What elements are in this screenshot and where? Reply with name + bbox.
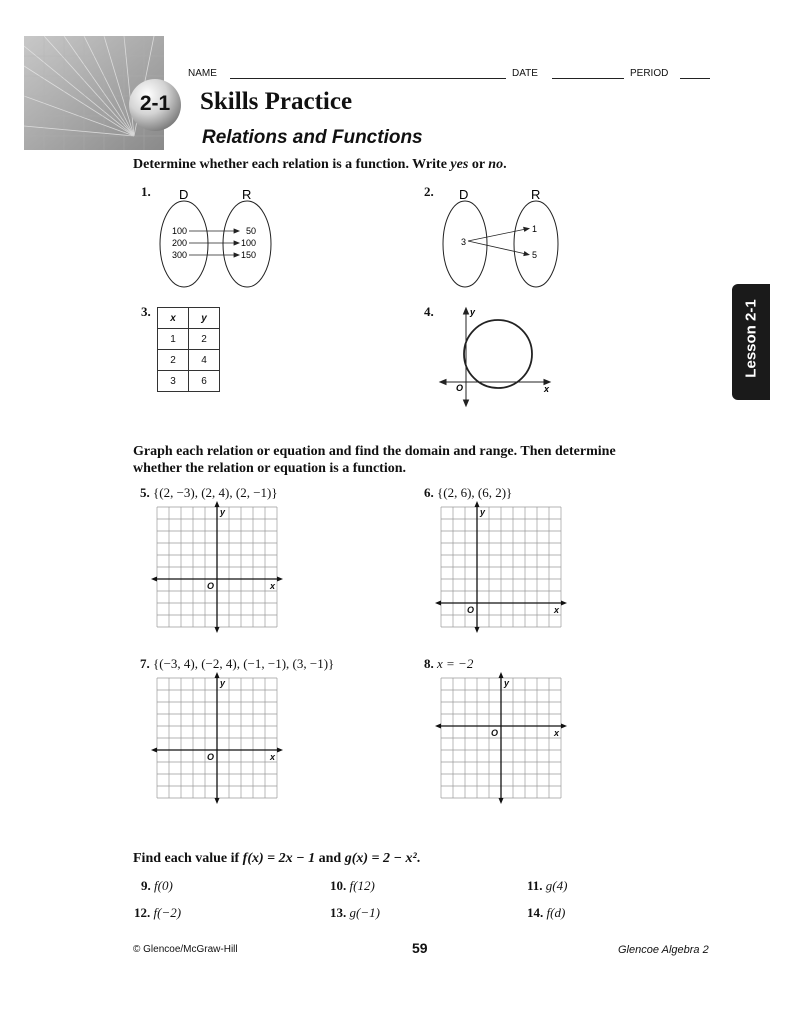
arrowhead [475, 627, 480, 633]
arrowhead [234, 253, 239, 257]
instruction-text: Determine whether each relation is a function. Write [133, 157, 451, 172]
arrowhead [475, 501, 480, 507]
circle-graph [438, 304, 558, 408]
instruction-line: whether the relation or equation is a function. [133, 461, 407, 476]
range-oval [514, 201, 558, 287]
evaluate-item [527, 905, 565, 921]
origin-label: O [207, 752, 215, 762]
arrowhead [215, 798, 220, 804]
problem-6 [424, 485, 512, 501]
problem-number: 8. [424, 656, 434, 671]
arrowhead [561, 601, 567, 606]
arrowhead [215, 672, 220, 678]
domain-label: D [459, 187, 469, 202]
page-title: Skills Practice [200, 88, 353, 115]
period-field[interactable] [680, 78, 710, 79]
expression: f(−2) [153, 905, 182, 920]
range-value: 150 [241, 250, 257, 260]
expression: g(4) [545, 878, 568, 893]
arrowhead [464, 308, 469, 314]
period-label: PERIOD [630, 68, 669, 79]
grid-svg [151, 501, 283, 633]
relation-circle [464, 320, 532, 388]
range-value: 50 [246, 226, 257, 236]
origin-label: O [456, 383, 464, 393]
arrowhead [524, 227, 529, 231]
lesson-badge [128, 78, 182, 132]
table-cell: 2 [158, 350, 189, 371]
mapping-diagram-1 [150, 184, 290, 294]
problem-number: 6. [424, 485, 434, 500]
range-label: R [531, 187, 541, 202]
function-g: g(x) = 2 − x² [344, 851, 417, 866]
domain-label: D [179, 187, 189, 202]
problem-number: 2. [424, 184, 434, 199]
evaluate-item [330, 905, 380, 921]
expression: f(d) [546, 905, 566, 920]
domain-value: 300 [172, 250, 188, 260]
instruction-yes: yes [450, 157, 469, 172]
x-axis-label: x [554, 605, 560, 615]
arrowhead [499, 672, 504, 678]
range-value: 5 [532, 250, 538, 260]
date-label: DATE [512, 68, 538, 79]
range-label: R [242, 187, 252, 202]
range-value: 100 [241, 238, 257, 248]
problem-number: 12. [134, 905, 151, 920]
problem-5 [140, 485, 278, 501]
arrowhead [524, 252, 529, 256]
expression: f(0) [154, 878, 173, 893]
arrowhead [215, 627, 220, 633]
grid-svg [151, 672, 283, 804]
instruction-and: and [315, 851, 345, 866]
domain-value: 3 [461, 237, 467, 247]
arrowhead [234, 229, 239, 233]
origin-label: O [491, 728, 499, 738]
evaluate-item [141, 878, 173, 894]
table-row [158, 371, 220, 392]
problem-number: 4. [424, 304, 434, 319]
mapping-arrow [468, 229, 526, 241]
arrowhead [464, 400, 469, 406]
arrowhead [435, 724, 441, 729]
name-label: NAME [188, 68, 217, 79]
origin-label: O [207, 581, 215, 591]
arrowhead [151, 577, 157, 582]
arrowhead [277, 748, 283, 753]
y-axis-label: y [470, 307, 476, 317]
x-axis-label: x [270, 752, 276, 762]
section3-instruction [133, 850, 420, 867]
x-axis-label: x [270, 581, 276, 591]
lesson-side-tab [732, 284, 770, 400]
problem-number: 13. [330, 905, 347, 920]
instruction-or: or [468, 157, 489, 172]
evaluate-item [134, 905, 181, 921]
lesson-side-tab-label: Lesson 2-1 [742, 299, 760, 378]
problem-text: {(2, −3), (2, 4), (2, −1)} [153, 485, 278, 500]
section1-instruction [133, 156, 507, 173]
y-axis-label: y [220, 678, 226, 688]
table-cell: 2 [189, 329, 220, 350]
problem-number: 14. [527, 905, 544, 920]
date-field[interactable] [552, 78, 624, 79]
expression: f(12) [349, 878, 375, 893]
y-axis-label: y [504, 678, 510, 688]
grid-svg [435, 501, 567, 633]
problem-number: 11. [527, 878, 543, 893]
arrowhead [234, 241, 239, 245]
problem-number: 7. [140, 656, 150, 671]
grid-svg [435, 672, 567, 804]
table-cell: 6 [189, 371, 220, 392]
name-field[interactable] [230, 78, 506, 79]
y-axis-label: y [480, 507, 486, 517]
lesson-badge-label: 2-1 [139, 92, 171, 115]
evaluate-item [527, 878, 567, 894]
evaluate-item [330, 878, 375, 894]
footer-copyright: © Glencoe/McGraw-Hill [133, 944, 238, 955]
table-header: x [158, 308, 189, 329]
table-row [158, 329, 220, 350]
expression: g(−1) [349, 905, 380, 920]
problem-number: 1. [141, 184, 151, 199]
range-value: 1 [532, 224, 538, 234]
page-subtitle: Relations and Functions [202, 127, 423, 148]
problem-number: 10. [330, 878, 347, 893]
problem-number: 3. [141, 304, 151, 319]
problem-number: 5. [140, 485, 150, 500]
section2-instruction [133, 443, 713, 477]
problem-text: x = −2 [437, 656, 474, 671]
problem-number: 9. [141, 878, 151, 893]
instruction-text: Find each value if [133, 851, 243, 866]
function-f: f(x) = 2x − 1 [242, 851, 316, 866]
table-cell: 3 [158, 371, 189, 392]
arrowhead [561, 724, 567, 729]
table-row [158, 350, 220, 371]
arrowhead [151, 748, 157, 753]
problem-text: {(−3, 4), (−2, 4), (−1, −1), (3, −1)} [153, 656, 335, 671]
domain-value: 200 [172, 238, 188, 248]
arrowhead [277, 577, 283, 582]
problem-8 [424, 656, 473, 672]
domain-value: 100 [172, 226, 188, 236]
origin-label: O [467, 605, 475, 615]
instruction-end: . [416, 851, 421, 866]
instruction-line: Graph each relation or equation and find the domain and range. Then determine [133, 444, 616, 459]
x-axis-label: x [544, 384, 550, 394]
footer-book-title: Glencoe Algebra 2 [618, 944, 709, 956]
arrowhead [499, 798, 504, 804]
x-axis-label: x [554, 728, 560, 738]
arrowhead [435, 601, 441, 606]
arrowhead [440, 380, 446, 385]
arrowhead [215, 501, 220, 507]
table-header: y [189, 308, 220, 329]
instruction-no: no [488, 157, 504, 172]
mapping-diagram-2 [435, 184, 575, 294]
table-cell: 1 [158, 329, 189, 350]
problem-text: {(2, 6), (6, 2)} [437, 485, 513, 500]
mapping-arrow [468, 241, 526, 254]
xy-table [157, 307, 220, 392]
y-axis-label: y [220, 507, 226, 517]
table-cell: 4 [189, 350, 220, 371]
instruction-end: . [503, 157, 507, 172]
footer-page-number: 59 [412, 940, 428, 956]
problem-7 [140, 656, 334, 672]
